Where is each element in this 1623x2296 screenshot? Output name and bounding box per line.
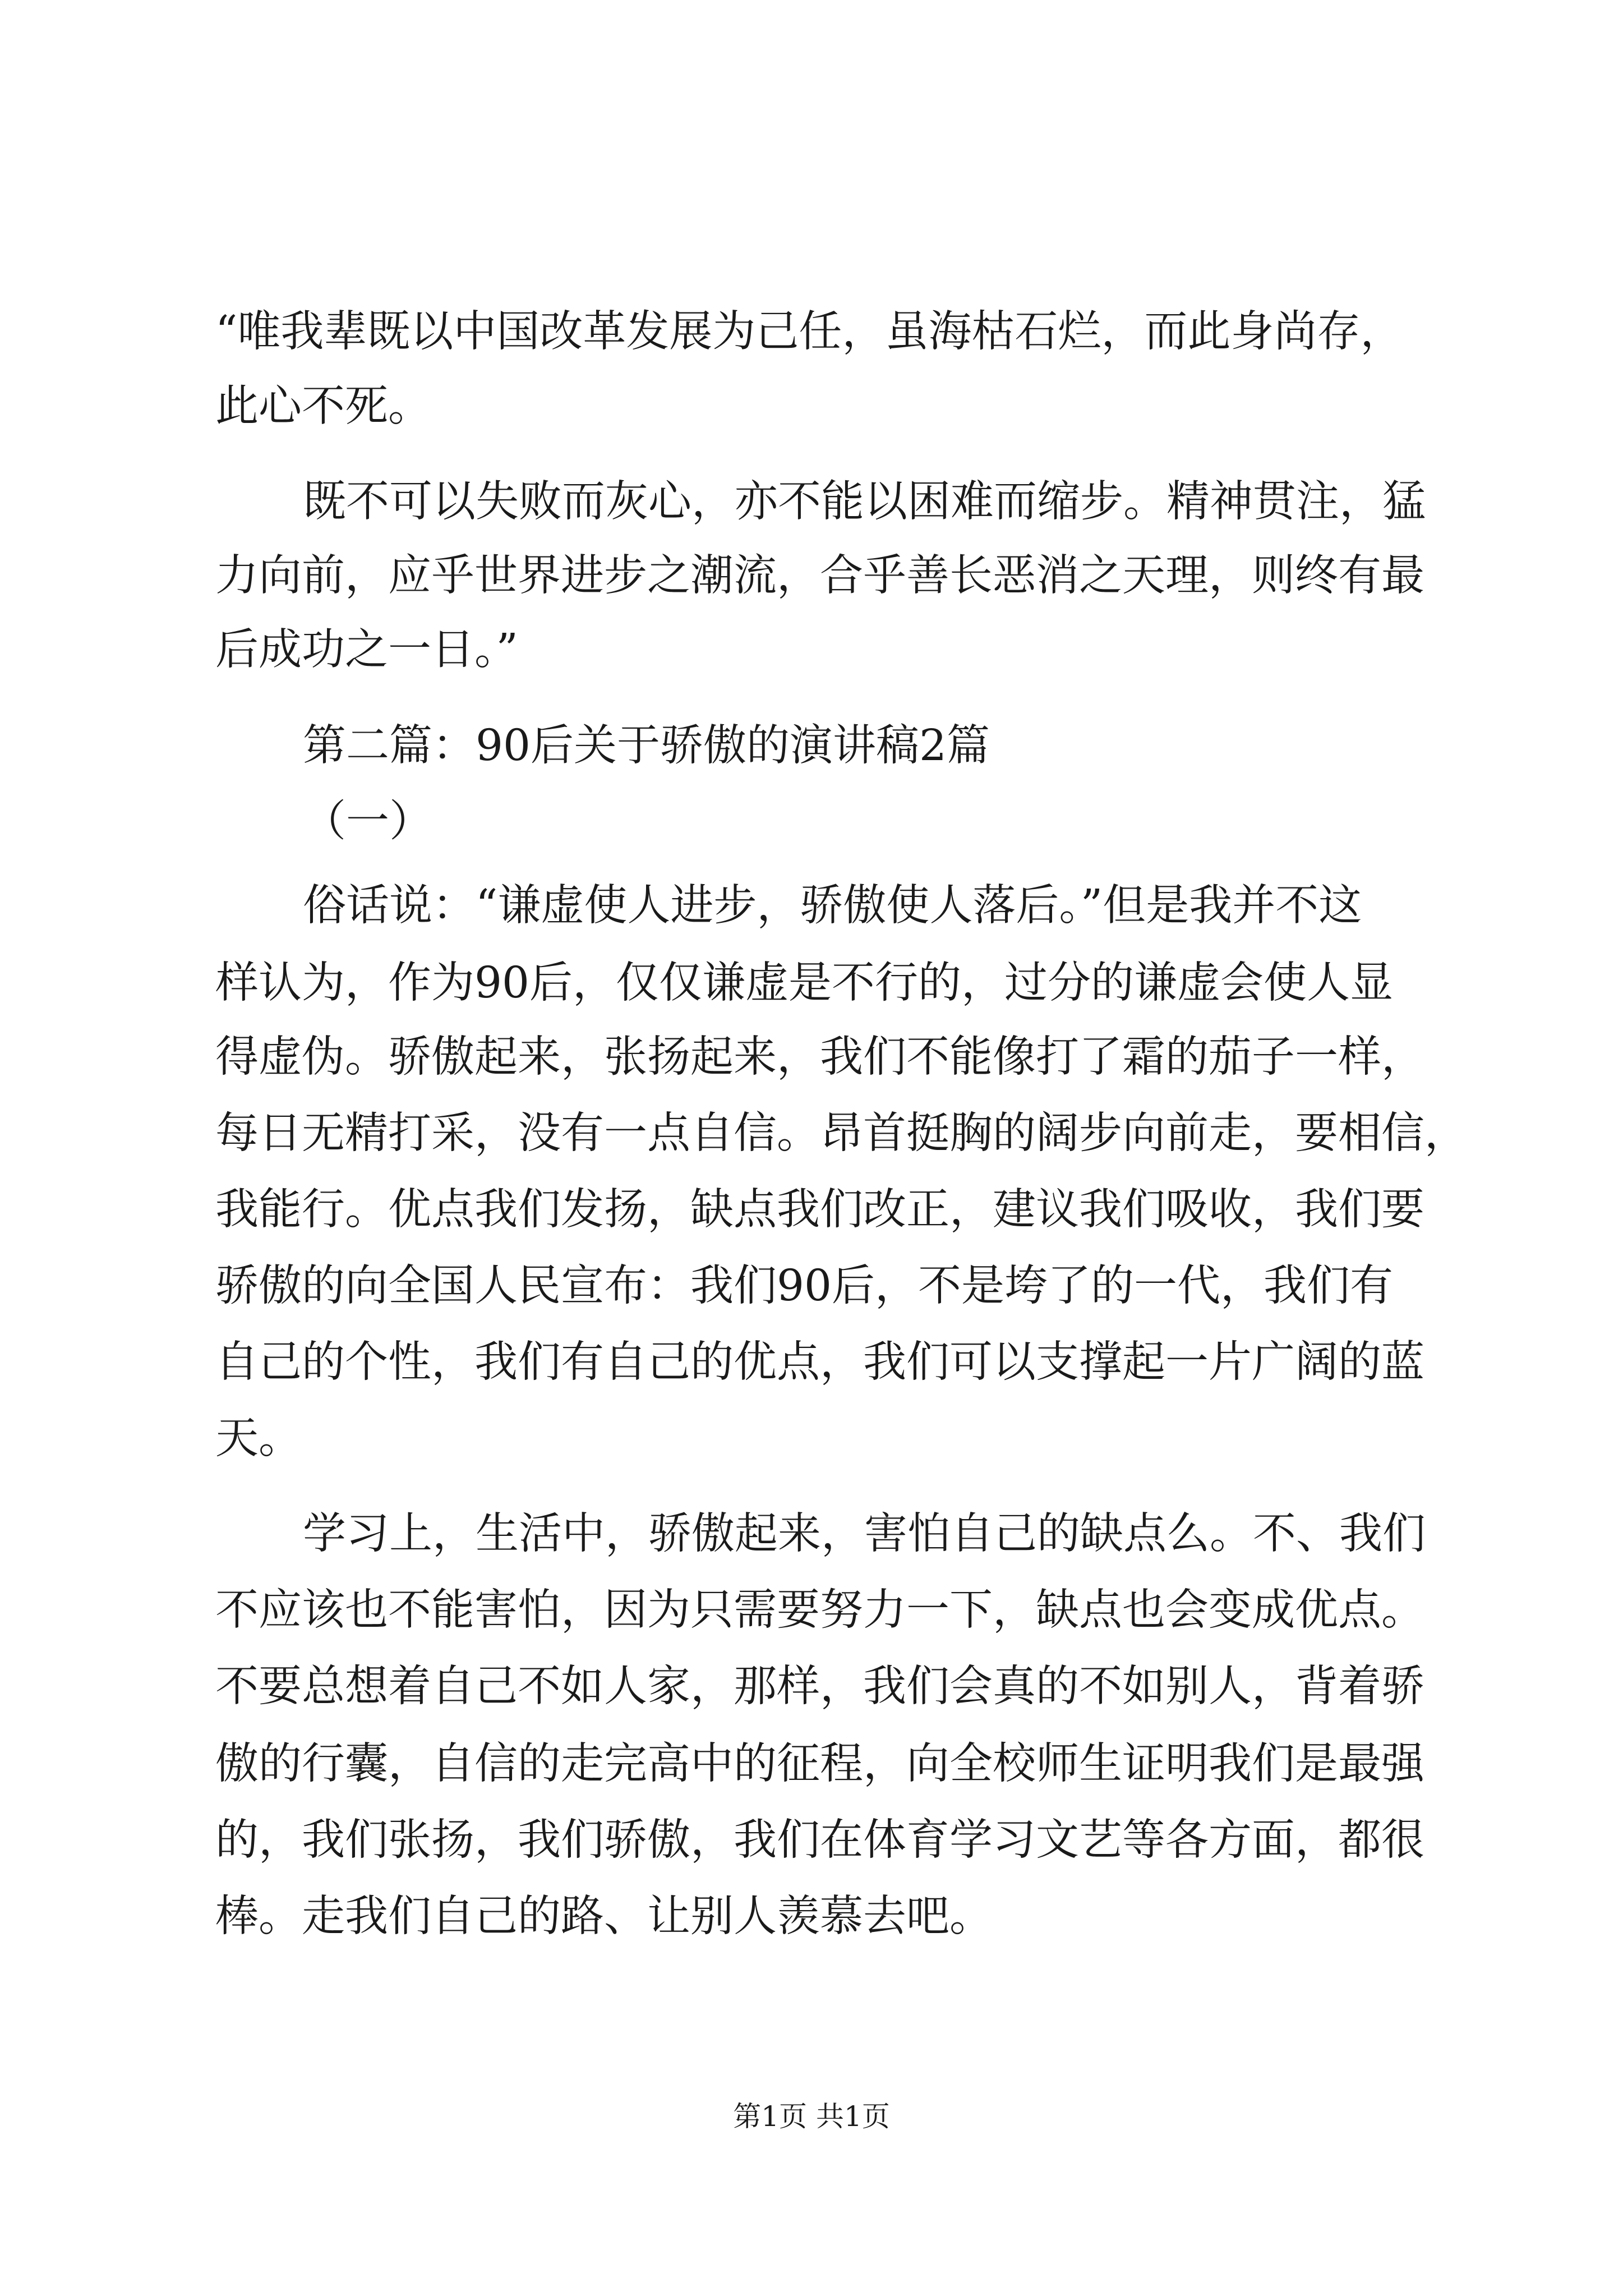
text-line: 不应该也不能害怕，因为只需要努力一下，缺点也会变成优点。 <box>215 1585 1424 1635</box>
text-line: 得虚伪。骄傲起来，张扬起来，我们不能像打了霜的茄子一样， <box>215 1032 1424 1082</box>
text-line: 学习上，生活中，骄傲起来，害怕自己的缺点么。不、我们 <box>303 1509 1426 1559</box>
text-line: 骄傲的向全国人民宣布：我们90后，不是垮了的一代，我们有 <box>215 1261 1393 1311</box>
page-footer: 第1页 共1页 <box>733 2100 890 2133</box>
text-line: 力向前，应乎世界进步之潮流，合乎善长恶消之天理，则终有最 <box>215 551 1424 601</box>
text-line: 棒。走我们自己的路、让别人羡慕去吧。 <box>215 1892 993 1941</box>
text-line: 既不可以失败而灰心，亦不能以困难而缩步。精神贯注，猛 <box>303 477 1426 527</box>
section-heading: 第二篇：90后关于骄傲的演讲稿2篇 <box>303 721 990 771</box>
text-line: 我能行。优点我们发扬，缺点我们改正，建议我们吸收，我们要 <box>215 1185 1424 1235</box>
text-line: 每日无精打采，没有一点自信。昂首挺胸的阔步向前走，要相信， <box>215 1108 1468 1158</box>
subsection-heading: （一） <box>303 797 432 846</box>
text-line: 傲的行囊，自信的走完高中的征程，向全校师生证明我们是最强 <box>215 1739 1424 1789</box>
text-line: 的，我们张扬，我们骄傲，我们在体育学习文艺等各方面，都很 <box>215 1815 1424 1865</box>
text-line: 自己的个性，我们有自己的优点，我们可以支撑起一片广阔的蓝 <box>215 1337 1424 1387</box>
text-line: 此心不死。 <box>215 381 431 431</box>
text-line: “唯我辈既以中国改革发展为己任，虽海枯石烂，而此身尚存， <box>215 307 1404 357</box>
text-line: 俗话说：“谦虚使人进步，骄傲使人落后。”但是我并不这 <box>303 881 1362 931</box>
text-line: 样认为，作为90后，仅仅谦虚是不行的，过分的谦虚会使人显 <box>215 958 1393 1008</box>
text-line: 不要总想着自己不如人家，那样，我们会真的不如别人，背着骄 <box>215 1662 1424 1711</box>
text-line: 天。 <box>215 1414 302 1464</box>
text-line: 后成功之一日。” <box>215 625 518 675</box>
